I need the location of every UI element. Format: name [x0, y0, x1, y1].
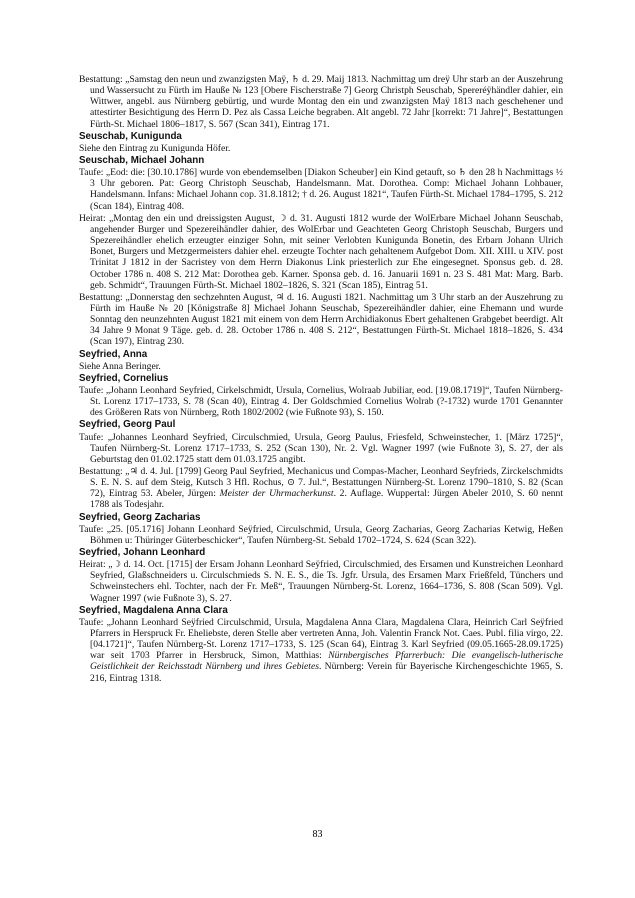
record-entry: Taufe: „Johann Leonhard Seÿfried Circulschmid, Ursula, Magdalena Anna Clara, Magdalena Clara, Heinrich Carl Seÿfried Pfarrers in Herspruck Fr. Eheliebste, deren Stelle aber vertreten Anna, Joh. Valentin Franck Not. Caes. Publ. filia virgo, 22.[04.1721]“, Taufen Nürnberg-St. Lorenz 1717–1733, S. 125 (Scan 64), Eintrag 3. Karl Seyfried (09.05.1665-28.09.1725) war seit 1703 Pfarrer in Hersbruck, Simon, Matthias: Nürnbergisches Pfarrerbuch: Die evangelisch-lutherische Geistlichkeit der Reichsstadt Nürnberg und ihres Gebietes. Nürnberg: Verein für Bayerische Kirchengeschichte 1965, S. 216, Eintrag 1318. [79, 616, 563, 684]
document-page [79, 74, 563, 685]
person-heading: Seyfried, Georg Zacharias [79, 511, 201, 523]
cross-reference: Siehe den Eintrag zu Kunigunda Höfer. [79, 142, 231, 154]
record-entry: Taufe: „Eod: die: [30.10.1786] wurde von ebendemselben [Diakon Scheuber] ein Kind getauft, so ♄ den 28 h Nachmittags ½ 3 Uhr geboren. Pat: Georg Christoph Seuschab, Handelsmann. Mat. Dorothea. Comp: Michael Johann Lohbauer, Handelsmann. Infans: Michael Johann cop. 31.8.1812; † d. 26. August 1821“, Taufen Fürth-St. Michael 1784–1795, S. 212 (Scan 184), Eintrag 408. [79, 167, 563, 212]
person-heading: Seuschab, Kunigunda [79, 130, 182, 142]
record-entry: Taufe: „25. [05.1716] Johann Leonhard Seÿfried, Circulschmid, Ursula, Georg Zacharias, Georg Zacharias Ketwig, Heßen Böhmen u: Thüringer Güterbeschicker“, Taufen Nürnberg-St. Sebald 1702–1724, S. 624 (Scan 322). [79, 523, 563, 546]
record-entry: Taufe: „Johannes Leonhard Seyfried, Circulschmied, Ursula, Georg Paulus, Friesfeld, Schweinstecher, 1. [März 1725]“, Taufen Nürnberg-St. Lorenz 1717–1733, S. 252 (Scan 130), Nr. 2. Vgl. Wagner 1997 (wie Fußnote 3), S. 27, der als Geburtstag den 01.02.1725 statt dem 01.03.1725 angibt. [79, 431, 563, 465]
person-heading: Seuschab, Michael Johann [79, 155, 205, 167]
person-heading: Seyfried, Cornelius [79, 372, 169, 384]
record-entry: Bestattung: „♃ d. 4. Jul. [1799] Georg Paul Seyfried, Mechanicus und Compas-Macher, Leonhard Seyfrieds, Zirckelschmidts S. E. N. S. auf dem Steig, Kutsch 3 Hfl. Rochus, ⊙ 7. Jul.“, Bestattungen Nürnberg-St. Lorenz 1790–1810, S. 82 (Scan 72), Eintrag 53. Abeler, Jürgen: Meister der Uhrmacherkunst. 2. Auflage. Wuppertal: Jürgen Abeler 2010, S. 60 nennt 1788 als Todesjahr. [79, 466, 564, 511]
record-entry: Bestattung: „Samstag den neun und zwanzigsten Maÿ, ♄ d. 29. Maij 1813. Nachmittag um dreÿ Uhr starb an der Auszehrung und Wassersucht zu Fürth im Hauße № 123 [Obere Fischerstraße 7] Georg Christph Seuschab, Spereréÿhändler dahier, ein Wittwer, angebl. aus Nürnberg gebürtig, und wurde Montag den ein und zwanzigsten Maÿ 1813 nach geschehener und attestirter Besichtigung des Herrn D. Pez als Cassa Leiche begraben. Alt angebl. 72 Jahr [korrekt: 71 Jahre]“, Bestattungen Fürth-St. Michael 1806–1817, S. 567 (Scan 341), Eintrag 171. [79, 74, 563, 130]
page-number: 83 [312, 829, 323, 840]
record-entry: Bestattung: „Donnerstag den sechzehnten August, ♃ d. 16. Augusti 1821. Nachmittag um 3 Uhr starb an der Auszehrung zu Fürth im Hauße № 20 [Königstraße 8] Michael Johann Seuschab, Spezereihändler dahier, eine Ehemann und wurde Sonntag den neunzehnten August 1821 mit einem von dem Herrn Archidiakonus Ebert gehaltenen Grabgebet beerdigt. Alt 34 Jahre 9 Monat 9 Täge. geb. d. 28. October 1786 n. 408 S. 212“, Bestattungen Fürth-St. Michael 1818–1826, S. 434 (Scan 197), Eintrag 230. [79, 291, 563, 348]
cross-reference: Siehe Anna Beringer. [79, 360, 161, 372]
record-entry: Heirat: „☽ d. 14. Oct. [1715] der Ersam Johann Leonhard Seÿfried, Circulschmied, des Ersamen und Kunstreichen Leonhard Seyfried, Glaßschneiders u. Circulschmieds S. N. E. S., die Ts. Jgfr. Ursula, des Ersamen Marx Frießfeld, Tünchers und Schweinstechers ehl. Tochter, nach der Fr. Meß“, Trauungen Nürnberg-St. Lorenz, 1664–1736, S. 808 (Scan 509). Vgl. Wagner 1997 (wie Fußnote 3), S. 27. [79, 559, 563, 604]
record-entry: Heirat: „Montag den ein und dreissigsten August, ☽ d. 31. Augusti 1812 wurde der WolErbare Michael Johann Seuschab, angehender Burger und Spezereihändler dahier, des WolErbar und Geachteten Georg Christoph Seuschab, Burgers und Spezereihändler ehelich erzeugter einziger Sohn, mit seiner Verlobten Kunigunda Bonetin, des Erbarn Johann Ulrich Bonet, Burgers und Metzgermeisters dahier ehel. erzeugte Tochter nach gehaltenem Aufgebot Dom. XII. XIII. u XIV. post Trinitat J 1812 in der Sacristey von dem Herrn Diakonus Link priesterlich zur Ehe eingesegnet. Sponsus geb. d. 28. October 1786 n. 408 S. 212 Mat: Dorothea geb. Karner. Sponsa geb. d. 16. Januarii 1691 n. 23 S. 481 Mat: Marg. Barb. geb. Schmidt“, Trauungen Fürth-St. Michael 1802–1826, S. 321 (Scan 185), Eintrag 51. [79, 212, 563, 291]
person-heading: Seyfried, Johann Leonhard [79, 547, 206, 559]
person-heading: Seyfried, Georg Paul [79, 419, 176, 431]
record-entry: Taufe: „Johann Leonhard Seyfried, Cirkelschmidt, Ursula, Cornelius, Wolraab Jubiliar, eod. [19.08.1719]“, Taufen Nürnberg-St. Lorenz 1717–1733, S. 78 (Scan 40), Eintrag 4. Der Goldschmied Cornelius Wolrab (?-1732) wurde 1701 Genannter des Größeren Rats von Nürnberg, Roth 1802/2002 (wie Fußnote 93), S. 150. [79, 384, 563, 419]
person-heading: Seyfried, Magdalena Anna Clara [79, 604, 228, 616]
person-heading: Seyfried, Anna [79, 348, 148, 360]
